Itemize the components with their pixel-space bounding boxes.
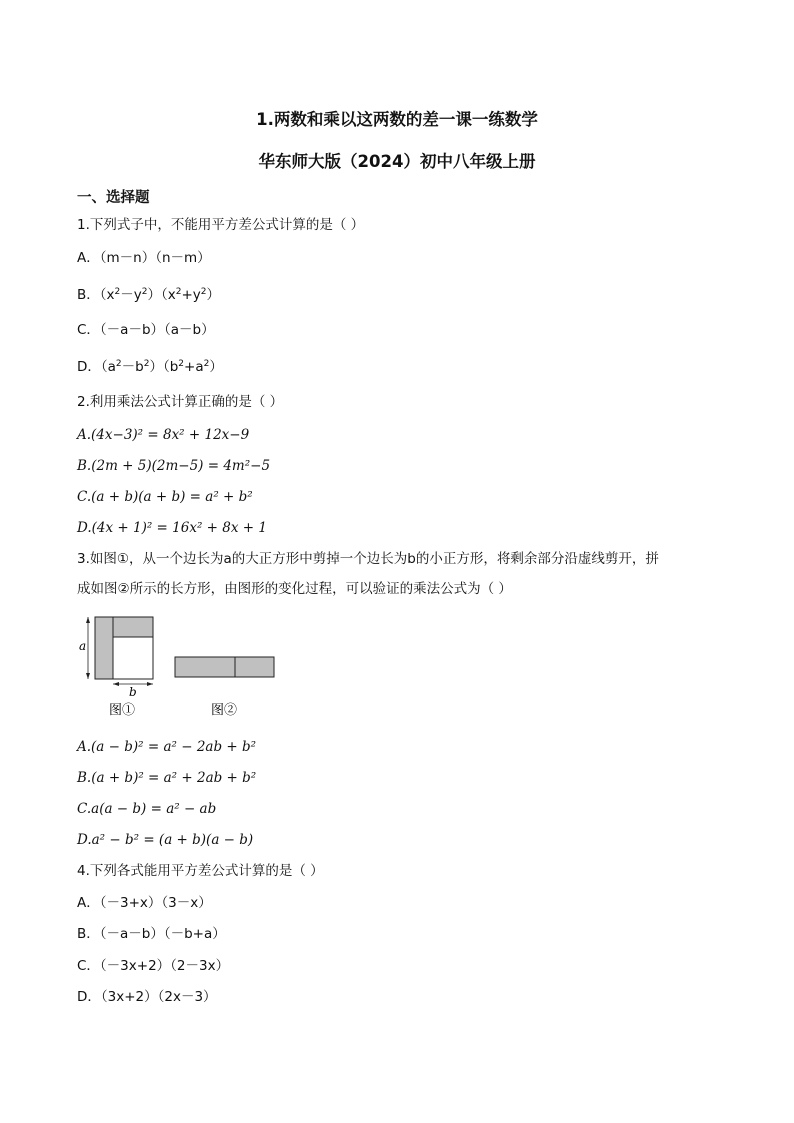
q3-figures <box>74 612 284 722</box>
q4-option-b: B．（－a－b）（－b+a） <box>77 926 226 942</box>
label-b: b <box>129 685 137 699</box>
q2-option-a: A.(4x−3)² = 8x² + 12x−9 <box>77 427 250 443</box>
q3-option-a: A.(a − b)² = a² − 2ab + b² <box>77 739 257 755</box>
q4-stem: 4.下列各式能用平方差公式计算的是（ ） <box>77 863 324 879</box>
shaded-left-strip <box>95 617 113 679</box>
q1-option-c: C．（－a－b）（a－b） <box>77 322 215 338</box>
arrow-down-icon <box>86 673 90 679</box>
q3-stem-line1: 3.如图①，从一个边长为a的大正方形中剪掉一个边长为b的小正方形，将剩余部分沿虚线剪开，拼 <box>77 551 659 567</box>
arrow-up-icon <box>86 617 90 623</box>
rectangle-right-part <box>235 657 274 677</box>
rectangle-left-part <box>175 657 235 677</box>
q1-option-d: D．$(a^2-b^2)(b^2+a^2)$ <box>77 359 223 375</box>
figure-2-caption: 图② <box>211 703 238 718</box>
figure-1-caption: 图① <box>109 703 136 718</box>
q1-stem: 1.下列式子中，不能用平方差公式计算的是（ ） <box>77 217 365 233</box>
q2-stem: 2.利用乘法公式计算正确的是（ ） <box>77 394 284 410</box>
arrow-left-icon <box>113 682 119 686</box>
document-title: 1.两数和乘以这两数的差一课一练数学 <box>256 110 538 129</box>
q3-option-b: B.(a + b)² = a² + 2ab + b² <box>77 770 257 786</box>
document-subtitle: 华东师大版（2024）初中八年级上册 <box>258 152 536 171</box>
arrow-right-icon <box>147 682 153 686</box>
q2-option-c: C.(a + b)(a + b) = a² + b² <box>77 489 253 505</box>
q3-option-c: C.a(a − b) = a² − ab <box>77 801 217 817</box>
removed-small-square <box>113 637 153 679</box>
q4-option-c: C．（－3x+2）（2－3x） <box>77 958 230 974</box>
q3-option-d: D.a² − b² = (a + b)(a − b) <box>77 832 254 848</box>
square-diagram <box>74 612 284 722</box>
label-a: a <box>79 639 87 653</box>
q4-option-d: D．（3x+2）（2x－3） <box>77 989 217 1005</box>
section-heading: 一、选择题 <box>77 190 150 206</box>
q1-option-b: B．$(x^2-y^2)(x^2+y^2)$ <box>77 287 221 303</box>
q2-option-b: B.(2m + 5)(2m−5) = 4m²−5 <box>77 458 271 474</box>
figure-2 <box>175 657 274 677</box>
q4-option-a: A．（－3+x）（3－x） <box>77 895 212 911</box>
q1-option-a: A．（m－n）（n－m） <box>77 250 211 266</box>
shaded-top-strip <box>113 617 153 637</box>
figure-1 <box>79 617 153 699</box>
q3-stem-line2: 成如图②所示的长方形，由图形的变化过程，可以验证的乘法公式为（ ） <box>77 581 512 597</box>
q2-option-d: D.(4x + 1)² = 16x² + 8x + 1 <box>77 520 267 536</box>
